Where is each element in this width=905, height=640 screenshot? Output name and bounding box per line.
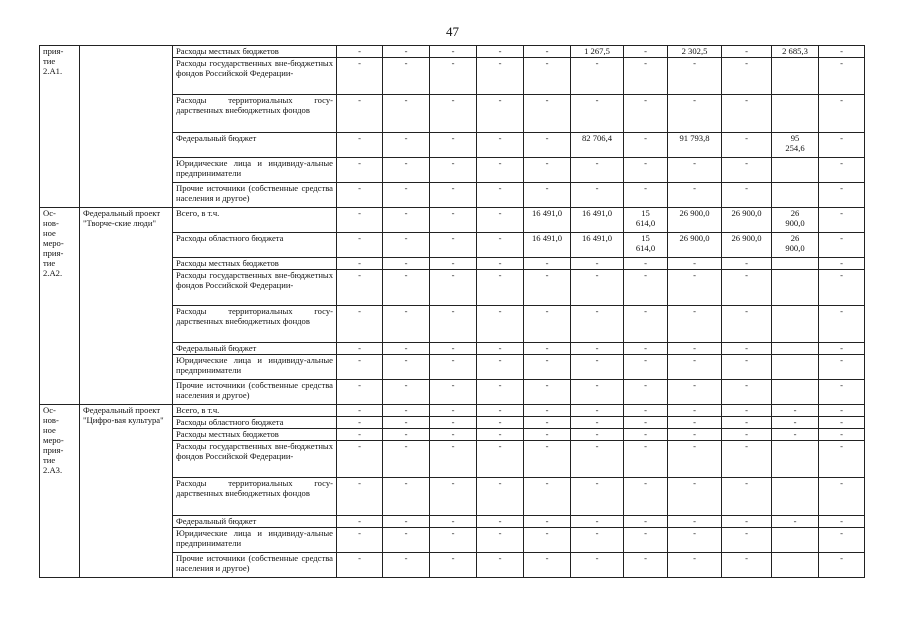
value-cell: - — [722, 258, 772, 270]
value-cell: - — [819, 158, 865, 183]
value-cell — [772, 270, 819, 306]
value-cell: - — [524, 270, 571, 306]
value-cell: - — [722, 417, 772, 429]
value-cell: - — [430, 343, 477, 355]
value-cell: - — [571, 158, 624, 183]
value-cell: - — [819, 417, 865, 429]
value-cell: - — [571, 58, 624, 95]
value-cell: 26 900,0 — [722, 233, 772, 258]
value-cell: - — [624, 417, 668, 429]
value-cell: - — [524, 528, 571, 553]
value-cell: - — [337, 343, 383, 355]
value-cell: - — [383, 95, 430, 133]
value-cell: - — [383, 258, 430, 270]
value-cell: - — [383, 405, 430, 417]
funding-source-cell: Расходы местных бюджетов — [173, 258, 337, 270]
value-cell: - — [524, 183, 571, 208]
value-cell: - — [668, 478, 722, 516]
value-cell: - — [477, 380, 524, 405]
value-cell: - — [524, 158, 571, 183]
value-cell: - — [337, 516, 383, 528]
value-cell: - — [624, 478, 668, 516]
measure-code-cell: прия- тие 2.А1. — [40, 46, 80, 208]
funding-source-cell: Федеральный бюджет — [173, 133, 337, 158]
value-cell: - — [668, 58, 722, 95]
value-cell: - — [337, 306, 383, 343]
funding-source-cell: Юридические лица и индивиду-альные предприниматели — [173, 355, 337, 380]
value-cell: - — [668, 441, 722, 478]
budget-table — [39, 45, 865, 578]
value-cell: - — [477, 343, 524, 355]
value-cell: - — [383, 355, 430, 380]
value-cell: - — [337, 355, 383, 380]
value-cell: - — [722, 158, 772, 183]
value-cell: - — [337, 233, 383, 258]
value-cell: - — [430, 417, 477, 429]
value-cell: - — [524, 405, 571, 417]
value-cell: - — [477, 46, 524, 58]
value-cell: - — [571, 95, 624, 133]
value-cell: 91 793,8 — [668, 133, 722, 158]
value-cell — [772, 553, 819, 578]
value-cell: - — [430, 46, 477, 58]
value-cell: - — [819, 553, 865, 578]
value-cell: - — [337, 58, 383, 95]
value-cell: - — [477, 208, 524, 233]
value-cell: - — [383, 133, 430, 158]
value-cell: - — [772, 516, 819, 528]
value-cell: 2 302,5 — [668, 46, 722, 58]
value-cell: - — [337, 46, 383, 58]
value-cell: - — [571, 528, 624, 553]
value-cell — [772, 58, 819, 95]
value-cell: - — [819, 343, 865, 355]
page-number: 47 — [446, 24, 459, 39]
value-cell: - — [722, 133, 772, 158]
value-cell: - — [571, 258, 624, 270]
value-cell: - — [772, 405, 819, 417]
value-cell: - — [337, 417, 383, 429]
funding-source-cell: Расходы территориальных госу-дарственных внебюджетных фондов — [173, 306, 337, 343]
value-cell: - — [430, 95, 477, 133]
value-cell: - — [430, 405, 477, 417]
value-cell: 15 614,0 — [624, 208, 668, 233]
value-cell: - — [668, 95, 722, 133]
value-cell: - — [668, 306, 722, 343]
funding-source-cell: Всего, в т.ч. — [173, 405, 337, 417]
value-cell: - — [477, 133, 524, 158]
value-cell: - — [337, 95, 383, 133]
value-cell: - — [722, 95, 772, 133]
value-cell: - — [571, 405, 624, 417]
value-cell: - — [524, 343, 571, 355]
funding-source-cell: Расходы территориальных госу-дарственных внебюджетных фондов — [173, 478, 337, 516]
value-cell: - — [430, 441, 477, 478]
value-cell: 26 900,0 — [772, 233, 819, 258]
funding-source-cell: Расходы местных бюджетов — [173, 429, 337, 441]
value-cell: - — [624, 343, 668, 355]
value-cell: - — [624, 516, 668, 528]
value-cell: - — [819, 516, 865, 528]
value-cell: 26 900,0 — [772, 208, 819, 233]
funding-source-cell: Расходы государственных вне-бюджетных фондов Российской Федерации- — [173, 58, 337, 95]
value-cell: - — [383, 417, 430, 429]
value-cell: - — [430, 553, 477, 578]
value-cell: - — [337, 429, 383, 441]
value-cell: - — [624, 553, 668, 578]
value-cell: - — [477, 258, 524, 270]
value-cell: - — [772, 417, 819, 429]
value-cell — [772, 183, 819, 208]
project-name-cell: Федеральный проект "Цифро-вая культура" — [80, 405, 173, 578]
value-cell — [772, 478, 819, 516]
value-cell: - — [524, 380, 571, 405]
value-cell: - — [524, 553, 571, 578]
funding-source-cell: Федеральный бюджет — [173, 343, 337, 355]
funding-source-cell: Расходы областного бюджета — [173, 417, 337, 429]
value-cell: - — [722, 516, 772, 528]
value-cell: - — [819, 46, 865, 58]
value-cell: - — [668, 355, 722, 380]
value-cell: - — [819, 258, 865, 270]
value-cell: - — [722, 441, 772, 478]
funding-source-cell: Прочие источники (собственные средства населения и другое) — [173, 553, 337, 578]
value-cell: - — [722, 58, 772, 95]
value-cell: - — [524, 478, 571, 516]
value-cell: - — [524, 417, 571, 429]
value-cell: - — [337, 478, 383, 516]
value-cell: - — [722, 270, 772, 306]
value-cell: 1 267,5 — [571, 46, 624, 58]
value-cell: - — [524, 258, 571, 270]
value-cell: - — [430, 380, 477, 405]
value-cell: - — [819, 405, 865, 417]
value-cell: - — [383, 441, 430, 478]
value-cell: - — [571, 429, 624, 441]
value-cell: - — [624, 258, 668, 270]
value-cell: 26 900,0 — [668, 208, 722, 233]
value-cell: - — [524, 95, 571, 133]
value-cell: - — [383, 306, 430, 343]
value-cell — [772, 95, 819, 133]
value-cell: - — [668, 429, 722, 441]
value-cell: - — [383, 343, 430, 355]
value-cell: - — [819, 58, 865, 95]
value-cell: - — [668, 405, 722, 417]
value-cell: - — [624, 355, 668, 380]
value-cell: - — [624, 133, 668, 158]
value-cell: - — [383, 233, 430, 258]
value-cell: 95 254,6 — [772, 133, 819, 158]
table-row — [40, 208, 865, 233]
value-cell: - — [819, 133, 865, 158]
value-cell: - — [624, 405, 668, 417]
value-cell: - — [524, 516, 571, 528]
value-cell: - — [477, 429, 524, 441]
value-cell: - — [337, 553, 383, 578]
value-cell: - — [722, 528, 772, 553]
value-cell — [772, 380, 819, 405]
value-cell: - — [722, 478, 772, 516]
value-cell: - — [383, 208, 430, 233]
value-cell: - — [430, 208, 477, 233]
value-cell: - — [524, 441, 571, 478]
value-cell: - — [624, 95, 668, 133]
value-cell: - — [668, 343, 722, 355]
value-cell: - — [819, 355, 865, 380]
value-cell: - — [337, 158, 383, 183]
value-cell: - — [624, 183, 668, 208]
value-cell: - — [383, 429, 430, 441]
measure-code-cell: Ос- нов- ное меро- прия- тие 2.А2. — [40, 208, 80, 405]
value-cell — [772, 441, 819, 478]
value-cell: 16 491,0 — [524, 233, 571, 258]
value-cell — [772, 343, 819, 355]
value-cell: - — [430, 516, 477, 528]
value-cell: 26 900,0 — [722, 208, 772, 233]
value-cell: - — [430, 270, 477, 306]
value-cell: 26 900,0 — [668, 233, 722, 258]
value-cell: - — [571, 417, 624, 429]
value-cell: - — [668, 553, 722, 578]
project-name-cell: Федеральный проект "Творче-ские люди" — [80, 208, 173, 405]
value-cell: - — [430, 233, 477, 258]
value-cell: - — [668, 380, 722, 405]
value-cell — [772, 355, 819, 380]
value-cell: - — [722, 355, 772, 380]
value-cell — [772, 258, 819, 270]
value-cell: - — [571, 306, 624, 343]
funding-source-cell: Расходы государственных вне-бюджетных фондов Российской Федерации- — [173, 270, 337, 306]
funding-source-cell: Расходы территориальных госу-дарственных внебюджетных фондов — [173, 95, 337, 133]
value-cell: - — [524, 355, 571, 380]
value-cell: - — [819, 478, 865, 516]
value-cell: - — [430, 528, 477, 553]
funding-source-cell: Всего, в т.ч. — [173, 208, 337, 233]
value-cell: - — [383, 380, 430, 405]
value-cell: - — [477, 516, 524, 528]
value-cell: - — [337, 258, 383, 270]
value-cell: - — [383, 270, 430, 306]
value-cell: - — [722, 306, 772, 343]
value-cell: - — [337, 183, 383, 208]
value-cell: 16 491,0 — [571, 208, 624, 233]
value-cell: - — [383, 478, 430, 516]
value-cell: - — [430, 355, 477, 380]
value-cell: - — [624, 58, 668, 95]
value-cell: - — [430, 183, 477, 208]
value-cell: 16 491,0 — [571, 233, 624, 258]
value-cell: - — [819, 208, 865, 233]
value-cell — [772, 528, 819, 553]
table-row — [40, 46, 865, 58]
funding-source-cell: Юридические лица и индивиду-альные предприниматели — [173, 158, 337, 183]
value-cell: - — [819, 233, 865, 258]
value-cell: - — [337, 441, 383, 478]
value-cell: - — [668, 183, 722, 208]
value-cell: - — [430, 478, 477, 516]
project-name-cell — [80, 46, 173, 208]
value-cell: - — [477, 553, 524, 578]
value-cell: - — [571, 516, 624, 528]
value-cell — [772, 158, 819, 183]
value-cell: - — [722, 46, 772, 58]
value-cell: - — [383, 46, 430, 58]
value-cell: - — [624, 528, 668, 553]
value-cell: - — [668, 270, 722, 306]
value-cell: - — [722, 429, 772, 441]
value-cell: - — [819, 306, 865, 343]
value-cell: - — [383, 528, 430, 553]
value-cell: - — [668, 417, 722, 429]
value-cell: - — [477, 158, 524, 183]
value-cell: - — [624, 380, 668, 405]
funding-source-cell: Расходы государственных вне-бюджетных фондов Российской Федерации- — [173, 441, 337, 478]
value-cell: - — [337, 405, 383, 417]
value-cell: - — [524, 133, 571, 158]
funding-source-cell: Прочие источники (собственные средства населения и другое) — [173, 183, 337, 208]
value-cell: - — [624, 270, 668, 306]
value-cell: - — [668, 158, 722, 183]
value-cell: - — [337, 208, 383, 233]
value-cell: - — [430, 306, 477, 343]
value-cell: - — [668, 258, 722, 270]
funding-source-cell: Юридические лица и индивиду-альные предприниматели — [173, 528, 337, 553]
value-cell: - — [383, 183, 430, 208]
value-cell: - — [722, 343, 772, 355]
funding-source-cell: Прочие источники (собственные средства населения и другое) — [173, 380, 337, 405]
value-cell: - — [819, 429, 865, 441]
value-cell: - — [477, 233, 524, 258]
value-cell: - — [383, 516, 430, 528]
funding-source-cell: Расходы местных бюджетов — [173, 46, 337, 58]
value-cell: - — [383, 553, 430, 578]
value-cell: - — [337, 133, 383, 158]
value-cell: - — [430, 258, 477, 270]
value-cell: - — [477, 355, 524, 380]
value-cell: - — [819, 528, 865, 553]
value-cell: - — [571, 270, 624, 306]
value-cell: - — [383, 58, 430, 95]
value-cell: - — [571, 380, 624, 405]
value-cell: - — [819, 380, 865, 405]
value-cell: - — [337, 270, 383, 306]
value-cell: - — [624, 429, 668, 441]
value-cell: - — [624, 46, 668, 58]
value-cell: - — [722, 405, 772, 417]
value-cell: 2 685,3 — [772, 46, 819, 58]
value-cell: - — [477, 417, 524, 429]
value-cell: - — [819, 95, 865, 133]
value-cell: - — [571, 183, 624, 208]
value-cell: - — [624, 158, 668, 183]
value-cell: - — [819, 270, 865, 306]
value-cell: - — [571, 441, 624, 478]
value-cell: - — [477, 441, 524, 478]
measure-code-cell: Ос- нов- ное меро- прия- тие 2.А3. — [40, 405, 80, 578]
value-cell: - — [624, 441, 668, 478]
value-cell: - — [571, 343, 624, 355]
table-row — [40, 405, 865, 417]
value-cell: - — [524, 306, 571, 343]
value-cell: - — [430, 429, 477, 441]
value-cell: - — [477, 95, 524, 133]
value-cell: - — [477, 58, 524, 95]
value-cell: - — [430, 158, 477, 183]
value-cell: - — [772, 429, 819, 441]
value-cell: - — [524, 58, 571, 95]
funding-source-cell: Федеральный бюджет — [173, 516, 337, 528]
value-cell: - — [668, 516, 722, 528]
value-cell: - — [477, 270, 524, 306]
value-cell: - — [477, 405, 524, 417]
funding-source-cell: Расходы областного бюджета — [173, 233, 337, 258]
value-cell: - — [430, 133, 477, 158]
value-cell: - — [571, 478, 624, 516]
value-cell: - — [624, 306, 668, 343]
value-cell: - — [430, 58, 477, 95]
value-cell: - — [337, 528, 383, 553]
value-cell: - — [819, 183, 865, 208]
value-cell: - — [819, 441, 865, 478]
value-cell: - — [477, 306, 524, 343]
value-cell: 82 706,4 — [571, 133, 624, 158]
value-cell: - — [477, 528, 524, 553]
value-cell: 15 614,0 — [624, 233, 668, 258]
value-cell: - — [571, 553, 624, 578]
value-cell: - — [571, 355, 624, 380]
value-cell: - — [477, 183, 524, 208]
value-cell: - — [722, 553, 772, 578]
value-cell: - — [722, 183, 772, 208]
value-cell: - — [524, 46, 571, 58]
value-cell: 16 491,0 — [524, 208, 571, 233]
value-cell — [772, 306, 819, 343]
value-cell: - — [668, 528, 722, 553]
value-cell: - — [524, 429, 571, 441]
value-cell: - — [477, 478, 524, 516]
value-cell: - — [722, 380, 772, 405]
value-cell: - — [337, 380, 383, 405]
value-cell: - — [383, 158, 430, 183]
